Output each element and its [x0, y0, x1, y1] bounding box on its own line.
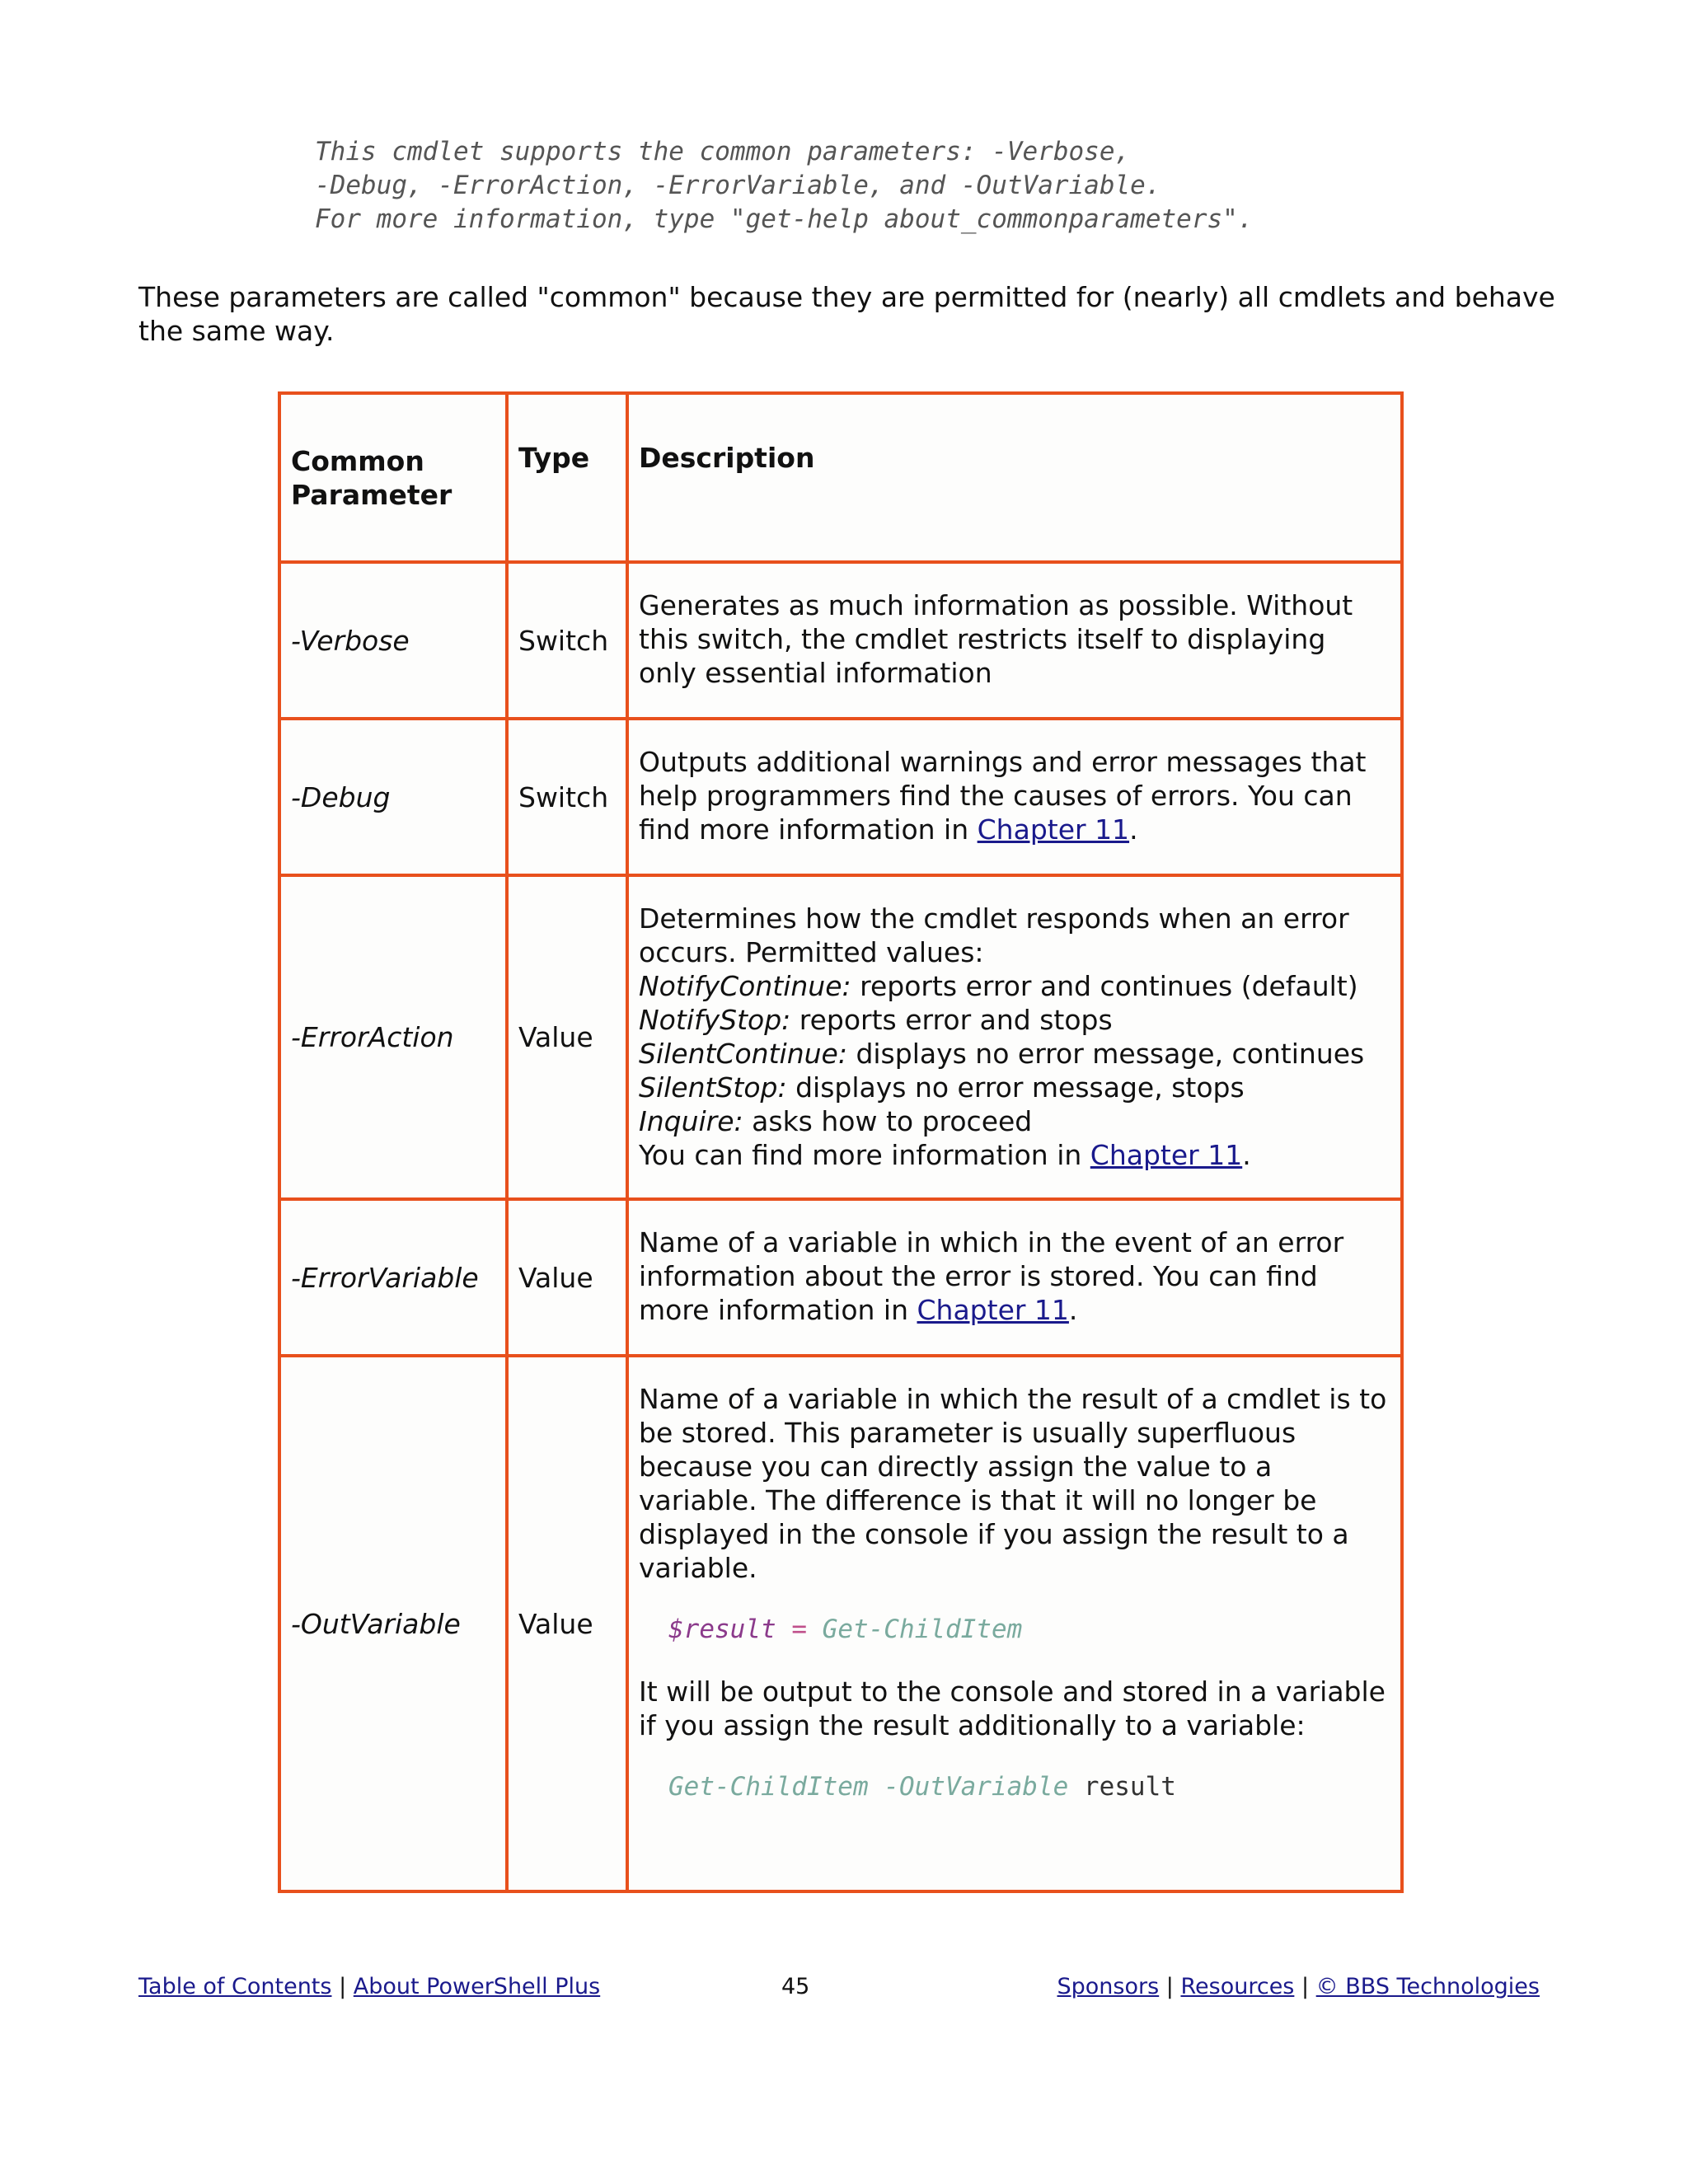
- param-type: Value: [507, 875, 627, 1199]
- param-name: -Verbose: [279, 562, 507, 719]
- param-description: Generates as much information as possible. Without this switch, the cmdlet restricts itself to displaying only essential information: [627, 562, 1402, 719]
- intro-paragraph: These parameters are called "common" because they are permitted for (nearly) all cmdlets and behave the same way.: [138, 281, 1555, 347]
- bbs-technologies-link[interactable]: © BBS Technologies: [1315, 1974, 1540, 1999]
- value-item: SilentStop: displays no error message, stops: [639, 1071, 1245, 1104]
- sponsors-link[interactable]: Sponsors: [1057, 1974, 1160, 1999]
- table-row: [279, 562, 1402, 719]
- param-description: Determines how the cmdlet responds when an error occurs. Permitted values: NotifyContinue: reports error and continues (default) NotifyStop: reports error and stops SilentContinue: displays no error message, continues SilentStop: displays no error message, stops Inquire: asks how to proceed You can find more information in Chapter 11.: [627, 875, 1402, 1199]
- param-type: Switch: [507, 562, 627, 719]
- value-item: SilentContinue: displays no error message, continues: [639, 1038, 1365, 1070]
- resources-link[interactable]: Resources: [1180, 1974, 1295, 1999]
- header-type: Type: [507, 393, 627, 562]
- param-name: -ErrorAction: [279, 875, 507, 1199]
- param-description: Name of a variable in which in the event of an error information about the error is stored. You can find more information in Chapter 11.: [627, 1199, 1402, 1356]
- code-example: $result = Get-ChildItem: [668, 1615, 1023, 1644]
- value-item: NotifyStop: reports error and stops: [639, 1004, 1113, 1036]
- code-intro-line: For more information, type "get-help about_commonparameters".: [315, 204, 1254, 234]
- param-type: Value: [507, 1199, 627, 1356]
- footer-left-links: [138, 1973, 600, 2001]
- param-name: -Debug: [279, 719, 507, 875]
- table-header-row: [279, 393, 1402, 562]
- param-type: Value: [507, 1356, 627, 1891]
- footer-right-links: [1057, 1973, 1540, 2001]
- param-name: -ErrorVariable: [279, 1199, 507, 1356]
- header-description: Description: [627, 393, 1402, 562]
- table-row: [279, 1199, 1402, 1356]
- table-row: [279, 1356, 1402, 1891]
- page-number: 45: [781, 1974, 810, 1999]
- param-description: Outputs additional warnings and error messages that help programmers find the causes of errors. You can find more information in Chapter 11.: [627, 719, 1402, 875]
- param-type: Switch: [507, 719, 627, 875]
- param-description: Name of a variable in which the result of a cmdlet is to be stored. This parameter is usually superfluous because you can directly assign the value to a variable. The difference is that it will no longer be displayed in the console if you assign the result to a variable. $result = Get-ChildItem It will be output to the console and stored in a variable if you assign the result additionally to a variable: Get-ChildItem -OutVariable result: [627, 1356, 1402, 1891]
- footer-separator: |: [339, 1974, 347, 1999]
- table-of-contents-link[interactable]: Table of Contents: [138, 1974, 332, 1999]
- value-item: NotifyContinue: reports error and continues (default): [639, 970, 1358, 1002]
- param-name: -OutVariable: [279, 1356, 507, 1891]
- table-row: [279, 875, 1402, 1199]
- value-item: Inquire: asks how to proceed: [639, 1105, 1033, 1137]
- code-intro-line: This cmdlet supports the common parameters: -Verbose,: [315, 137, 1131, 166]
- footer-separator: |: [1301, 1974, 1310, 1999]
- chapter-11-link[interactable]: Chapter 11: [977, 813, 1130, 846]
- code-example: Get-ChildItem -OutVariable result: [668, 1772, 1176, 1802]
- header-common-parameter: Common Parameter: [279, 393, 507, 562]
- code-intro-block: [315, 135, 1253, 237]
- footer-separator: |: [1165, 1974, 1174, 1999]
- code-intro-line: -Debug, -ErrorAction, -ErrorVariable, and -OutVariable.: [315, 171, 1161, 200]
- chapter-11-link[interactable]: Chapter 11: [917, 1294, 1069, 1326]
- common-parameters-table: [278, 391, 1404, 1893]
- table-row: [279, 719, 1402, 875]
- about-powershell-plus-link[interactable]: About PowerShell Plus: [353, 1974, 601, 1999]
- chapter-11-link[interactable]: Chapter 11: [1090, 1139, 1243, 1171]
